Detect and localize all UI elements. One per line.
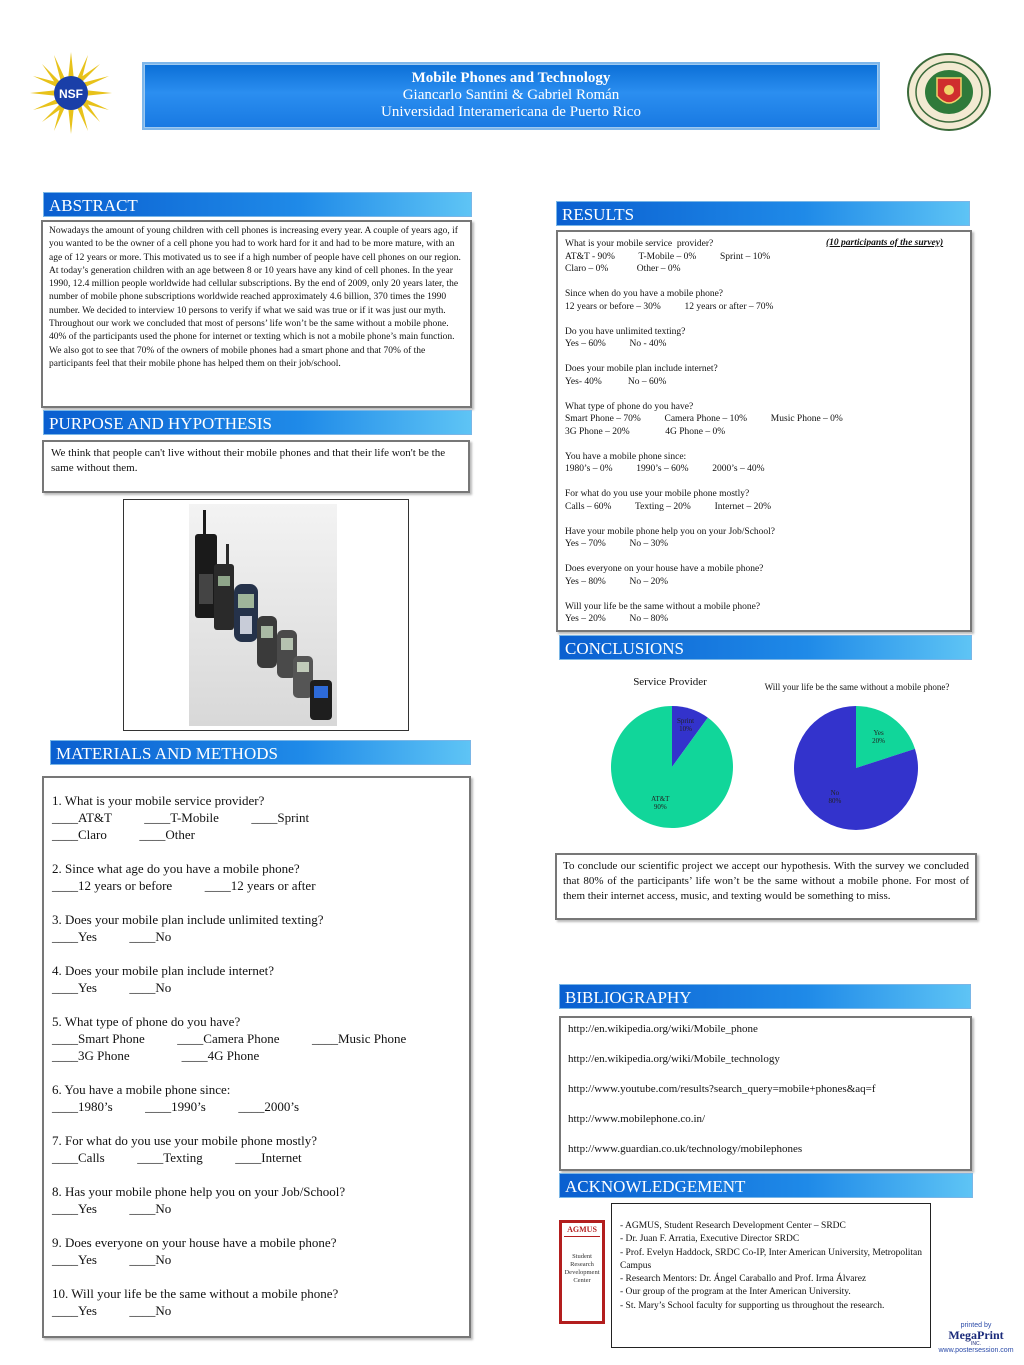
materials-line: ____AT&T ____T-Mobile ____Sprint bbox=[52, 810, 310, 825]
materials-spacer bbox=[52, 1217, 461, 1234]
results-line: Will your life be the same without a mobile phone? bbox=[565, 601, 761, 612]
results-spacer bbox=[565, 313, 963, 326]
nsf-text: NSF bbox=[59, 87, 83, 101]
results-spacer bbox=[565, 438, 963, 451]
acknowledgement-line: - St. Mary’s School faculty for supporting us throughout the research. bbox=[620, 1300, 885, 1311]
materials-line: 2. Since what age do you have a mobile phone? bbox=[52, 861, 300, 876]
results-note: (10 participants of the survey) bbox=[826, 238, 944, 248]
materials-line: 5. What type of phone do you have? bbox=[52, 1014, 241, 1029]
pie-slice-at-t bbox=[611, 706, 733, 828]
materials-line: 10. Will your life be the same without a mobile phone? bbox=[52, 1286, 339, 1301]
materials-line: ____Calls ____Texting ____Internet bbox=[52, 1150, 302, 1165]
conclusions-heading: CONCLUSIONS bbox=[559, 635, 972, 660]
printer-inc: INC. bbox=[971, 1341, 981, 1347]
results-line: 1980’s – 0% 1990’s – 60% 2000’s – 40% bbox=[565, 464, 765, 474]
materials-spacer bbox=[52, 1064, 461, 1081]
materials-spacer bbox=[52, 1166, 461, 1183]
results-line: Do you have unlimited texting? bbox=[565, 326, 686, 337]
results-line: Have your mobile phone help you on your Job/School? bbox=[565, 526, 776, 537]
materials-line: 1. What is your mobile service provider? bbox=[52, 793, 265, 808]
results-line: 12 years or before – 30% 12 years or after – 70% bbox=[565, 301, 774, 312]
materials-line: 4. Does your mobile plan include internet? bbox=[52, 963, 275, 978]
results-heading: RESULTS bbox=[556, 201, 970, 226]
results-line: Yes – 80% No – 20% bbox=[565, 576, 669, 587]
materials-line: 8. Has your mobile phone help you on your Job/School? bbox=[52, 1184, 346, 1199]
acknowledgement-line: - Prof. Evelyn Haddock, SRDC Co-IP, Inter American University, Metropolitan Campus bbox=[620, 1247, 923, 1271]
results-line: Yes- 40% No – 60% bbox=[565, 376, 667, 387]
agmus-logo-title: AGMUS bbox=[564, 1225, 600, 1237]
materials-line: 9. Does everyone on your house have a mobile phone? bbox=[52, 1235, 337, 1250]
results-line: 3G Phone – 20% 4G Phone – 0% bbox=[565, 426, 726, 437]
phone-4-icon bbox=[257, 616, 277, 668]
materials-spacer bbox=[52, 945, 461, 962]
acknowledgement-heading: ACKNOWLEDGEMENT bbox=[559, 1173, 973, 1198]
pie-label: Yes 20% bbox=[872, 728, 886, 745]
materials-spacer bbox=[52, 894, 461, 911]
chart-1-title: Service Provider bbox=[633, 676, 707, 688]
results-line: Since when do you have a mobile phone? bbox=[565, 289, 724, 299]
chart-2-plot bbox=[792, 704, 920, 832]
results-line: Yes – 70% No – 30% bbox=[565, 539, 669, 549]
results-spacer bbox=[565, 476, 963, 489]
abstract-box bbox=[41, 220, 472, 408]
bibliography-link[interactable]: http://www.youtube.com/results?search_query=mobile+phones&aq=f bbox=[568, 1083, 876, 1095]
conclusions-box bbox=[555, 853, 977, 920]
materials-line: ____Yes ____No bbox=[52, 1303, 172, 1318]
materials-spacer bbox=[52, 1268, 461, 1285]
nsf-logo bbox=[28, 50, 114, 136]
printer-brand-name: MegaPrint bbox=[948, 1328, 1004, 1342]
bibliography-list bbox=[568, 1022, 963, 1157]
agmus-logo-line: Research bbox=[570, 1261, 594, 1268]
acknowledgement-line: - Research Mentors: Dr. Ángel Caraballo and Prof. Irma Álvarez bbox=[620, 1274, 867, 1285]
materials-line: ____3G Phone ____4G Phone bbox=[52, 1048, 260, 1063]
materials-heading: MATERIALS AND METHODS bbox=[50, 740, 471, 765]
phone-7-icon bbox=[310, 680, 332, 720]
materials-spacer bbox=[52, 843, 461, 860]
acknowledgement-line: - Dr. Juan F. Arratia, Executive Director SRDC bbox=[620, 1234, 800, 1245]
purpose-box bbox=[42, 440, 470, 493]
materials-line: 7. For what do you use your mobile phone mostly? bbox=[52, 1133, 318, 1148]
bibliography-box bbox=[559, 1016, 972, 1171]
pie-label: Sprint 10% bbox=[677, 717, 695, 734]
materials-line: ____Smart Phone ____Camera Phone ____Music Phone bbox=[52, 1031, 407, 1046]
materials-line: ____Claro ____Other bbox=[52, 827, 195, 842]
results-line: For what do you use your mobile phone mostly? bbox=[565, 489, 750, 499]
phone-3-icon bbox=[234, 584, 258, 642]
results-line: Yes – 20% No – 80% bbox=[565, 614, 669, 624]
materials-line: ____Yes ____No bbox=[52, 929, 172, 944]
agmus-logo-line: Development bbox=[564, 1269, 600, 1276]
results-spacer bbox=[565, 551, 963, 564]
poster-institution: Universidad Interamericana de Puerto Rico bbox=[381, 104, 641, 120]
bibliography-link[interactable]: http://www.mobilephone.co.in/ bbox=[568, 1113, 706, 1125]
results-spacer bbox=[565, 588, 963, 601]
materials-line: ____Yes ____No bbox=[52, 1201, 172, 1216]
bibliography-link[interactable]: http://en.wikipedia.org/wiki/Mobile_technology bbox=[568, 1053, 780, 1065]
pie-label: No 80% bbox=[828, 789, 842, 806]
title-banner bbox=[142, 62, 880, 130]
materials-line: ____Yes ____No bbox=[52, 1252, 172, 1267]
materials-line: ____1980’s ____1990’s ____2000’s bbox=[52, 1099, 300, 1114]
materials-spacer bbox=[52, 1115, 461, 1132]
phone-1-icon bbox=[195, 510, 217, 618]
results-box bbox=[556, 230, 972, 632]
printer-brand bbox=[933, 1329, 1019, 1341]
materials-line: 3. Does your mobile plan include unlimited texting? bbox=[52, 912, 324, 927]
results-line: You have a mobile phone since: bbox=[565, 451, 687, 462]
bibliography-heading: BIBLIOGRAPHY bbox=[559, 984, 971, 1009]
acknowledgement-box bbox=[611, 1203, 931, 1348]
abstract-body: Nowadays the amount of young children with cell phones is increasing every year. A couple of years ago, if you wanted to be the owner of a cell phone you had to work hard for it and had to be more mature, with an age of 12 years or more. This motivated us to see if a high number of people have cell phones on our region. At today’s generation children with an age between 8 or 10 years have any kind of cell phones. In the year 1990, 12.4 million people worldwide had cellular subscriptions. By the end of 2009, only 20 years later, the number of mobile phone subscriptions worldwide reached approximately 4.6 billion, 370 times the 1990 number. We decided to interview 10 persons to verify if what we said was true or if it was just our myth. Throughout our work we concluded that most of persons’ life won’t be the same without a mobile phone. 40% of the participants used the phone for internet or texting which is not a mobile phone’s main function. We also got to see that 70% of the owners of mobile phones had a smart phone and that 70% of the participants feel that their mobile phone has helped them on their job/school. bbox=[49, 226, 461, 369]
results-line: Calls – 60% Texting – 20% Internet – 20% bbox=[565, 501, 772, 512]
bibliography-link[interactable]: http://www.guardian.co.uk/technology/mobilephones bbox=[568, 1143, 803, 1155]
results-line: Claro – 0% Other – 0% bbox=[565, 264, 681, 274]
materials-line: ____12 years or before ____12 years or after bbox=[52, 878, 316, 893]
results-line: What type of phone do you have? bbox=[565, 401, 694, 412]
results-line: What is your mobile service provider? bbox=[565, 239, 714, 249]
acknowledgement-list bbox=[620, 1220, 922, 1313]
poster-title: Mobile Phones and Technology bbox=[411, 70, 611, 86]
pie-label: AT&T 90% bbox=[651, 794, 670, 811]
results-line: AT&T - 90% T-Mobile – 0% Sprint – 10% bbox=[565, 251, 771, 262]
results-line: Does your mobile plan include internet? bbox=[565, 364, 718, 374]
acknowledgement-line: - AGMUS, Student Research Development Center – SRDC bbox=[620, 1221, 846, 1231]
abstract-heading: ABSTRACT bbox=[43, 192, 472, 217]
materials-line: ____Yes ____No bbox=[52, 980, 172, 995]
printer-url: www.postersession.com bbox=[938, 1347, 1014, 1354]
results-line: Yes – 60% No - 40% bbox=[565, 339, 667, 349]
results-spacer bbox=[565, 276, 963, 289]
acknowledgement-line: - Our group of the program at the Inter American University. bbox=[620, 1287, 851, 1298]
printer-credit bbox=[933, 1322, 1019, 1354]
chart-life-without-phone bbox=[752, 670, 962, 840]
results-list bbox=[565, 238, 963, 626]
results-spacer bbox=[565, 351, 963, 364]
chart-service-provider bbox=[590, 670, 750, 840]
materials-line: 6. You have a mobile phone since: bbox=[52, 1082, 231, 1097]
purpose-body: We think that people can't live without their mobile phones and that their life won't be the same without them. bbox=[51, 447, 446, 474]
bibliography-link[interactable]: http://en.wikipedia.org/wiki/Mobile_phone bbox=[568, 1023, 758, 1035]
poster-authors: Giancarlo Santini & Gabriel Román bbox=[402, 87, 620, 103]
printed-by: printed by bbox=[960, 1322, 992, 1329]
phones-photo bbox=[189, 504, 337, 726]
results-line: Does everyone on your house have a mobile phone? bbox=[565, 564, 764, 574]
chart-1-plot bbox=[609, 704, 735, 830]
materials-spacer bbox=[52, 996, 461, 1013]
chart-2-title: Will your life be the same without a mobile phone? bbox=[764, 682, 950, 692]
results-spacer bbox=[565, 388, 963, 401]
phones-photo-frame bbox=[123, 499, 409, 731]
results-line: Smart Phone – 70% Camera Phone – 10% Music Phone – 0% bbox=[565, 414, 843, 424]
agmus-logo-line: Center bbox=[573, 1277, 591, 1284]
university-seal bbox=[906, 52, 992, 132]
results-spacer bbox=[565, 513, 963, 526]
materials-box bbox=[42, 776, 471, 1338]
agmus-logo bbox=[559, 1220, 605, 1324]
agmus-logo-line: Student bbox=[572, 1253, 592, 1260]
conclusions-body: To conclude our scientific project we accept our hypothesis. With the survey we concluded that 80% of the participants’ life won’t be the same without a mobile phone. For most of them their internet access, music, and texting would be something to miss. bbox=[563, 860, 969, 902]
purpose-heading: PURPOSE AND HYPOTHESIS bbox=[43, 410, 472, 435]
materials-list bbox=[52, 792, 461, 1319]
